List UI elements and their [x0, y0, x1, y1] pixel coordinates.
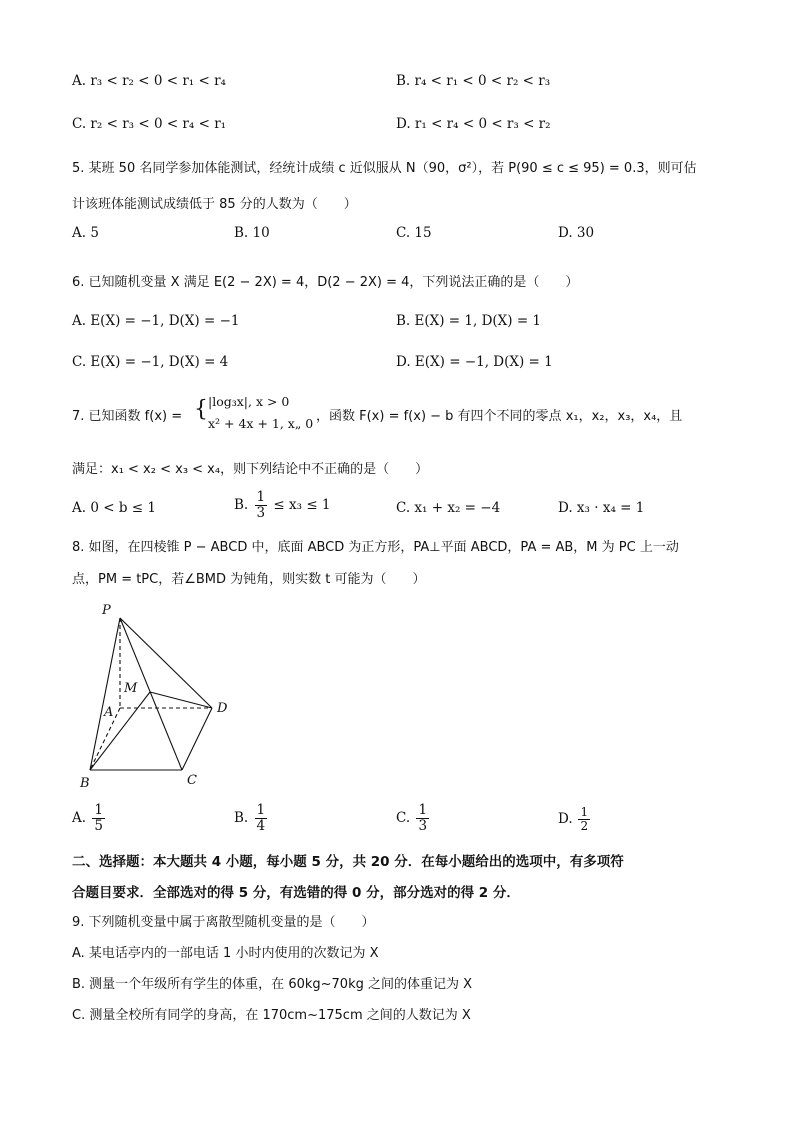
brace-glyph: { — [194, 397, 208, 422]
q7-option-d: D. x₃ · x₄ = 1 — [558, 500, 645, 516]
q6-option-b: B. E(X) = 1, D(X) = 1 — [396, 313, 542, 329]
q8-option-c-label: C. — [396, 809, 411, 826]
q8-option-d-fraction — [578, 806, 590, 833]
q5-stem-line1: 5. 某班 50 名同学参加体能测试，经统计成绩 c 近似服从 N（90，σ²），若 P(90 ≤ c ≤ 95) = 0.3，则可估 — [72, 161, 697, 176]
label-d: D — [217, 701, 228, 716]
q6-option-d: D. E(X) = −1, D(X) = 1 — [396, 354, 553, 370]
q8-option-a — [72, 803, 107, 834]
q4-option-c: C. r₂ < r₃ < 0 < r₄ < r₁ — [72, 116, 227, 132]
q7-piecewise-case2: x² + 4x + 1, x„ 0 — [208, 416, 314, 431]
q7-option-b-label: B. — [234, 496, 249, 513]
label-p: P — [102, 603, 111, 618]
edge-cd — [182, 708, 212, 770]
q8-option-b-fraction — [255, 803, 268, 834]
q8-option-b-numerator: 1 — [256, 802, 266, 818]
q8-stem-line1: 8. 如图，在四棱锥 P − ABCD 中，底面 ABCD 为正方形，PA⊥平面 ABCD，PA = AB，M 为 PC 上一动 — [72, 540, 679, 555]
q8-option-d-label: D. — [558, 811, 573, 828]
label-a: A — [104, 705, 114, 720]
section2-heading-line1: 二、选择题：本大题共 4 小题，每小题 5 分，共 20 分．在每小题给出的选项中，有多项符 — [72, 854, 624, 870]
q5-option-c: C. 15 — [396, 225, 432, 241]
q7-option-b-numerator: 1 — [256, 489, 266, 505]
q4-option-b: B. r₄ < r₁ < 0 < r₂ < r₃ — [396, 73, 551, 89]
q5-option-a: A. 5 — [72, 225, 99, 241]
segment-md — [150, 692, 212, 708]
q8-option-b-label: B. — [234, 809, 249, 826]
q8-option-b — [234, 803, 269, 834]
q7-stem-line2: 满足：x₁ < x₂ < x₃ < x₄，则下列结论中不正确的是（ ） — [72, 462, 429, 477]
label-m: M — [124, 681, 138, 696]
q8-option-c — [396, 803, 431, 834]
section2-heading-line2: 合题目要求．全部选对的得 5 分，有选错的得 0 分，部分选对的得 2 分． — [72, 885, 520, 901]
q7-option-b-rest: ≤ x₃ ≤ 1 — [273, 496, 331, 513]
q6-option-c: C. E(X) = −1, D(X) = 4 — [72, 354, 229, 370]
q8-option-c-fraction — [416, 803, 429, 834]
label-c: C — [187, 773, 197, 788]
q8-option-d — [558, 806, 592, 833]
q9-stem: 9. 下列随机变量中属于离散型随机变量的是（ ） — [72, 915, 375, 930]
q7-option-a: A. 0 < b ≤ 1 — [72, 500, 156, 516]
q7-stem-suffix: ，函数 F(x) = f(x) − b 有四个不同的零点 x₁，x₂，x₃，x₄，且 — [316, 409, 683, 424]
q5-option-b: B. 10 — [234, 225, 270, 241]
q4-option-a: A. r₃ < r₂ < 0 < r₁ < r₄ — [72, 73, 226, 89]
q7-option-b-denominator: 3 — [256, 504, 266, 521]
q9-option-a: A. 某电话亭内的一部电话 1 小时内使用的次数记为 X — [72, 946, 379, 961]
q7-option-b-fraction — [255, 490, 268, 521]
q8-option-d-denominator: 2 — [580, 819, 589, 834]
q8-option-c-denominator: 3 — [418, 817, 428, 834]
q6-option-a: A. E(X) = −1, D(X) = −1 — [72, 313, 240, 329]
q7-stem-prefix: 7. 已知函数 f(x) = — [72, 409, 183, 424]
q8-option-c-numerator: 1 — [418, 802, 428, 818]
q9-option-b: B. 测量一个年级所有学生的体重，在 60kg~70kg 之间的体重记为 X — [72, 977, 473, 992]
q6-stem: 6. 已知随机变量 X 满足 E(2 − 2X) = 4，D(2 − 2X) = 4，下列说法正确的是（ ） — [72, 275, 579, 290]
q9-option-c: C. 测量全校所有同学的身高，在 170cm~175cm 之间的人数记为 X — [72, 1008, 471, 1023]
q8-option-b-denominator: 4 — [256, 817, 266, 834]
edge-pb — [90, 618, 120, 770]
label-b: B — [80, 776, 90, 791]
q5-option-d: D. 30 — [558, 225, 595, 241]
q8-option-a-numerator: 1 — [94, 802, 103, 818]
q8-option-a-label: A. — [72, 809, 87, 826]
q5-stem-line2: 计该班体能测试成绩低于 85 分的人数为（ ） — [72, 197, 357, 212]
pyramid-figure — [72, 598, 242, 793]
q7-option-c: C. x₁ + x₂ = −4 — [396, 500, 501, 516]
q7-piecewise-case1: |log₃x|, x > 0 — [208, 394, 290, 409]
q8-option-a-fraction — [92, 803, 105, 834]
q7-option-b — [234, 490, 331, 521]
q8-option-d-numerator: 1 — [580, 805, 589, 819]
q8-stem-line2: 点，PM = tPC，若∠BMD 为钝角，则实数 t 可能为（ ） — [72, 572, 426, 587]
q8-option-a-denominator: 5 — [94, 817, 103, 834]
q4-option-d: D. r₁ < r₄ < 0 < r₃ < r₂ — [396, 116, 551, 132]
